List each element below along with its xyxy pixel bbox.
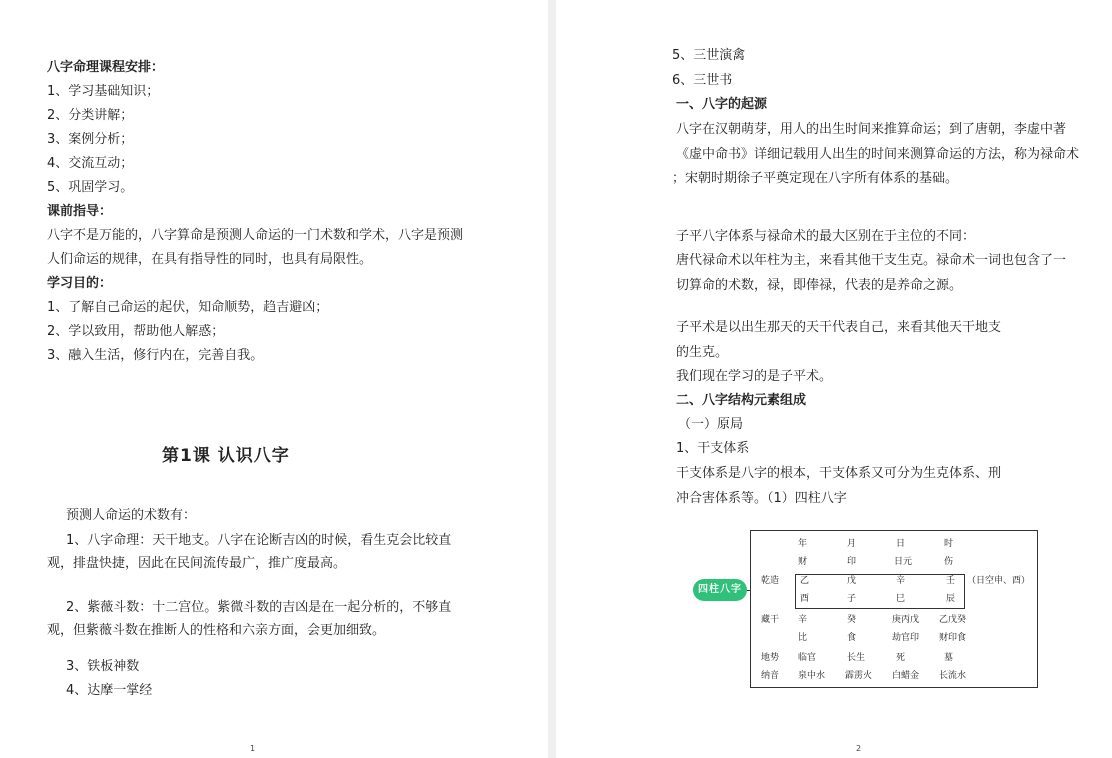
stem-day: 辛 [896,576,906,586]
stem-month: 戊 [847,576,857,586]
hidden-god-day: 劫官印 [892,633,920,643]
difference-line-3: 切算命的术数，禄，即俸禄，代表的是养命之源。 [676,278,963,293]
method-item-5: 5、三世演禽 [672,48,746,63]
pillars-box [795,574,965,609]
body-line-6: 3、铁板神数 [66,659,140,674]
lesson-title: 第1课 认识八字 [162,446,290,466]
schedule-item-2: 2、分类讲解； [47,108,134,123]
guidance-line-2: 人们命运的规律，在具有指导性的同时，也具有局限性。 [47,252,373,267]
ziping-line-1: 子平术是以出生那天的天干代表自己，来看其他天干地支 [676,320,1002,335]
god-top-hour: 伤 [944,557,954,567]
course-schedule-heading: 八字命理课程安排： [47,60,165,75]
header-month: 月 [847,539,857,549]
purpose-item-3: 3、融入生活，修行内在，完善自我。 [47,348,264,363]
method-item-6: 6、三世书 [672,73,733,88]
god-top-month: 印 [847,557,857,567]
purpose-heading: 学习目的： [47,276,113,291]
body-line-7: 4、达摩一掌经 [66,683,153,698]
hidden-god-hour: 财印食 [939,633,967,643]
body-line-3: 观，排盘快捷，因此在民间流传最广，推广度最高。 [47,556,347,571]
nayin-hour: 长流水 [939,671,967,681]
dishi-hour: 墓 [944,653,954,663]
structure-sub-1: （一）原局 [678,417,744,432]
branch-hour: 辰 [946,594,956,604]
header-year: 年 [798,539,808,549]
row-label-nayin: 纳音 [761,671,780,681]
hidden-god-month: 食 [847,633,857,643]
structure-heading: 二、八字结构元素组成 [676,393,807,408]
row-label-dishi: 地势 [761,653,780,663]
ziping-line-3: 我们现在学习的是子平术。 [676,369,833,384]
page-number: 2 [856,744,862,753]
body-line-4: 2、紫薇斗数：十二宫位。紫微斗数的吉凶是在一起分析的，不够直 [66,600,452,615]
ziping-line-2: 的生克。 [676,345,729,360]
hidden-stem-hour: 乙戊癸 [939,615,967,625]
four-pillars-badge: 四柱八字 [693,579,747,601]
page-number: 1 [250,744,256,753]
nayin-year: 泉中水 [798,671,826,681]
hidden-stem-year: 辛 [798,615,808,625]
structure-sub-2: 1、干支体系 [676,441,750,456]
hidden-stem-month: 癸 [847,615,857,625]
document-page-2 [556,0,1112,758]
dishi-month: 长生 [847,653,866,663]
branch-year: 酉 [800,594,810,604]
stem-year: 乙 [800,576,810,586]
four-pillars-chart [750,530,1038,688]
god-top-day: 日元 [894,557,913,567]
purpose-item-2: 2、学以致用，帮助他人解惑； [47,324,225,339]
nayin-day: 白蜡金 [892,671,920,681]
structure-line-2: 冲合害体系等。（1）四柱八字 [676,491,847,506]
hidden-god-year: 比 [798,633,808,643]
body-line-5: 观，但紫薇斗数在推断人的性格和六亲方面，会更加细致。 [47,623,386,638]
branch-month: 子 [847,594,857,604]
dishi-day: 死 [896,653,906,663]
header-hour: 时 [944,539,954,549]
dishi-year: 临官 [798,653,817,663]
row-label-qianzao: 乾造 [761,576,780,586]
difference-line-1: 子平八字体系与禄命术的最大区别在于主位的不同： [676,229,976,244]
structure-line-1: 干支体系是八字的根本，干支体系又可分为生克体系、刑 [676,466,1002,481]
body-line-2: 1、八字命理：天干地支。八字在论断吉凶的时候，看生克会比较直 [66,533,452,548]
origin-line-3: ；宋朝时期徐子平奠定现在八字所有体系的基础。 [672,171,959,186]
hidden-stem-day: 庚丙戊 [892,615,920,625]
schedule-item-4: 4、交流互动； [47,156,134,171]
document-page-1 [0,0,548,758]
difference-line-2: 唐代禄命术以年柱为主，来看其他干支生克。禄命术一词也包含了一 [676,253,1067,268]
god-top-year: 财 [798,557,808,567]
schedule-item-1: 1、学习基础知识； [47,84,160,99]
body-line-1: 预测人命运的术数有： [66,508,197,523]
stem-hour: 壬 [946,576,956,586]
header-day: 日 [896,539,906,549]
nayin-month: 霹雳火 [845,671,873,681]
origin-heading: 一、八字的起源 [676,97,768,112]
origin-line-1: 八字在汉朝萌芽，用人的出生时间来推算命运；到了唐朝，李虚中著 [676,122,1067,137]
branch-day: 巳 [896,594,906,604]
origin-line-2: 《虚中命书》详细记载用人出生的时间来测算命运的方法，称为禄命术 [676,147,1080,162]
row-label-canggan: 藏干 [761,615,780,625]
purpose-item-1: 1、了解自己命运的起伏，知命顺势，趋吉避凶； [47,300,329,315]
guidance-heading: 课前指导： [47,204,113,219]
guidance-line-1: 八字不是万能的，八字算命是预测人命运的一门术数和学术，八字是预测 [47,228,464,243]
schedule-item-5: 5、巩固学习。 [47,180,134,195]
kong-note: （日空申、酉） [967,576,1031,586]
schedule-item-3: 3、案例分析； [47,132,134,147]
